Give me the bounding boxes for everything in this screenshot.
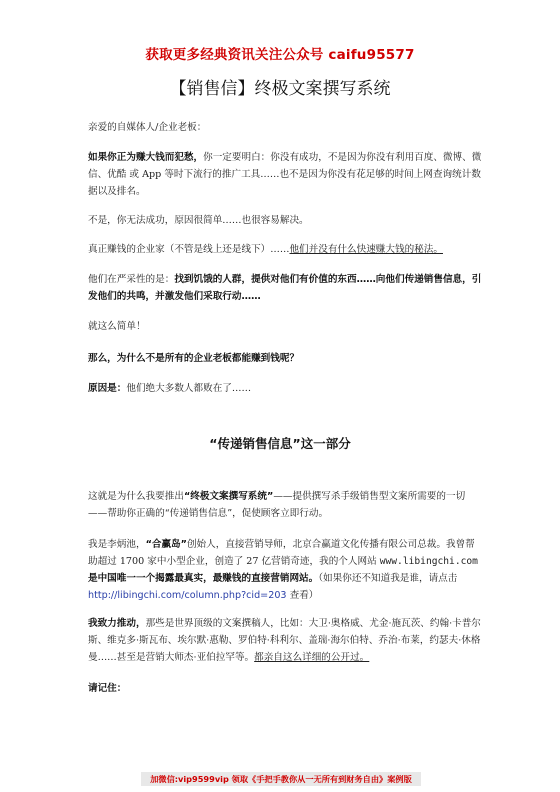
paragraph-10-lead: 我致力推动， [88, 618, 146, 629]
paragraph-8 [88, 488, 483, 522]
paragraph-10-underlined: 都亲自这么详细的公开过。 [254, 652, 370, 663]
paragraph-7-lead: 原因是： [88, 383, 127, 394]
paragraph-4-body: 他们在严采性的是： [88, 274, 175, 285]
paragraph-9 [88, 536, 483, 604]
paragraph-3-body: 真正赚钱的企业家（不管是线上还是线下）…… [88, 244, 290, 255]
paragraph-5: 就这么简单！ [88, 321, 146, 332]
paragraph-1 [88, 149, 483, 200]
promo-banner: 获取更多经典资讯关注公众号 caifu95577 [145, 47, 415, 63]
paragraph-9-bold-2: 是中国唯一一个揭露最真实，最赚钱的直接营销网站。 [88, 573, 319, 584]
paragraph-2: 不是，你无法成功，原因很简单……也很容易解决。 [88, 215, 309, 226]
paragraph-1-body: 你一定要明白：你没有成功，不是因为你没有利用百度、微博、微信、优酷 或 App 等时下流行的推广工具……也不是因为你没有花足够的时间上网查询统计数据以及排名。 [88, 152, 482, 197]
paragraph-8-b: ——提供撰写杀手级销售型文案所需要的一切——帮助你正确的“传递销售信息”，促使顾客立即行动。 [88, 491, 466, 519]
paragraph-4 [88, 271, 483, 305]
document-title: 【销售信】终极文案撰写系统 [169, 79, 391, 99]
paragraph-1-lead: 如果你正为赚大钱而犯愁， [88, 152, 204, 163]
paragraph-3-underlined: 他们并没有什么快速赚大钱的秘法。 [289, 244, 443, 255]
paragraph-8-a: 这就是为什么我要推出 [88, 491, 184, 502]
paragraph-9-b: 创始人，直接营销导师，北京合赢道文化传播有限公司总裁。我曾帮助超过 1700 家中小型企业，创造了 27 亿营销奇迹，我的个人网站 [88, 539, 475, 567]
paragraph-9-d: 查看） [289, 590, 319, 601]
paragraph-10 [88, 615, 483, 666]
paragraph-9-bold-1: “合赢岛” [145, 539, 187, 550]
paragraph-4-bold: 找到饥饿的人群，提供对他们有价值的东西……向他们传递销售信息，引发他们的共鸣，并激发他们采取行动…… [88, 274, 482, 302]
paragraph-7 [88, 380, 483, 397]
paragraph-8-bold: “终极文案撰写系统” [183, 491, 274, 502]
paragraph-9-c: （如果你还不知道我是谁，请点击 [318, 573, 458, 584]
personal-site-link[interactable]: www.libingchi.com [379, 556, 478, 567]
section-heading: “传递销售信息”这一部分 [209, 436, 351, 451]
paragraph-3 [88, 241, 483, 258]
column-url-link[interactable]: http://libingchi.com/column.php?cid=203 [88, 590, 287, 601]
promo-footer: 加微信:vip9599vip 领取《手把手教你从一无所有到财务自由》案例版 [141, 772, 421, 786]
paragraph-9-a: 我是李炳池， [88, 539, 146, 550]
paragraph-6: 那么，为什么不是所有的企业老板都能赚到钱呢？ [88, 353, 300, 364]
greeting: 亲爱的自媒体人/企业老板： [88, 122, 207, 133]
paragraph-11: 请记住： [88, 683, 127, 694]
paragraph-7-body: 他们绝大多数人都败在了…… [126, 383, 252, 394]
paragraph-10-body: 那些是世界顶级的文案撰稿人，比如：大卫·奥格威、尤金·施瓦茨、约翰·卡普尔斯、维克多·斯瓦布、埃尔默·惠勒、罗伯特·科利尔、盖瑞·海尔伯特、乔治·布莱，约瑟夫·休格曼……甚至是营销大师杰·亚伯拉罕等。 [88, 618, 481, 663]
